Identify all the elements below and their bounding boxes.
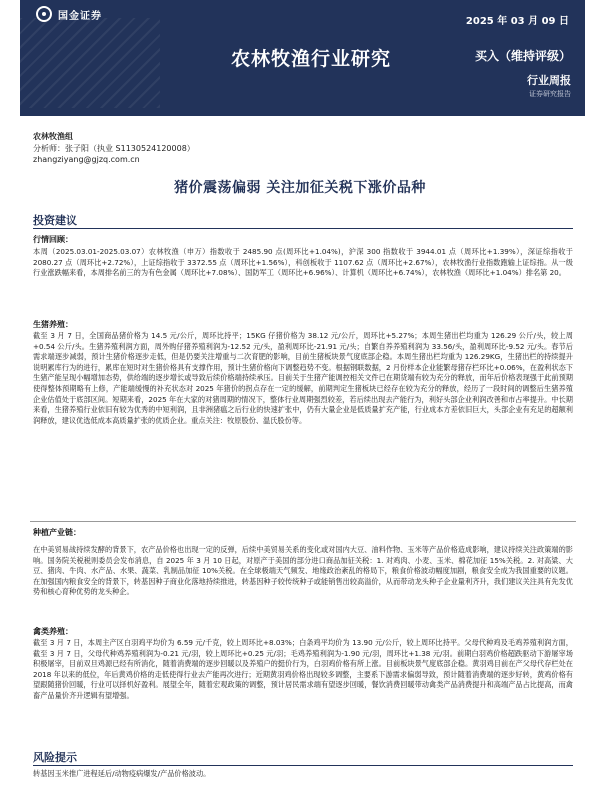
- report-type: 行业周报: [527, 74, 571, 87]
- company-logo: [36, 6, 102, 22]
- section-divider: [33, 765, 573, 766]
- rating-label: 买入（维持评级）: [474, 49, 571, 63]
- paragraph-market-review: 本周（2025.03.01-2025.03.07）农林牧渔（申万）指数收于 2485.90 点(周环比+1.04%)，沪深 300 指数收于 3944.01 点（周环比+1.39%），深证综指收于 2080.27 点（周环比+2.72%），上证综指收于 3372.55 点（周环比+1.56%），科创板收于 1107.62 点（周环比+2.67%），农林牧渔行业指数跑输上证综指。从一级行业涨跌幅来看，本周排名前三的为有色金属（周环比+7.08%）、国防军工（周环比+6.96%）、计算机（周环比+6.74%），农林牧渔（周环比+1.04%）排名第 20。: [33, 247, 573, 278]
- headline: 猪价震荡偏弱 关注加征关税下涨价品种: [174, 180, 426, 196]
- section-title-risk: 风险提示: [33, 751, 77, 764]
- subsection-title-pig: 生猪养殖：: [33, 320, 73, 329]
- paragraph-pig: 截至 3 月 7 日，全国商品猪价格为 14.5 元/公斤，周环比持平；15KG 仔猪价格为 38.12 元/公斤，周环比+5.27%；本周生猪出栏均重为 126.29 公斤/头，较上周+0.54 公斤/头。生猪养殖利润方面，周外购仔猪养殖利润为-12.52 元/头，盈利周环比-21.91 元/头；自繁自养养殖利润为 33.56/头，盈利周环比-9.52 元/头。春节后需求端逐步减弱，预计生猪价格逐步走低，但是仍要关注增重与二次育肥的影响，目前生猪板块景气度底部企稳。本周生猪出栏均重为 126.29KG，生猪出栏的持续提升说明累库行为的进行，累库在短时对生猪价格具有支撑作用，预计生猪价格向下调整趋势不变。根据钢联数据，2 月份样本企业能繁母猪存栏环比+0.06%，在盈利状态下生猪产能呈现小幅增加态势，供给端的逐步增长或导致后续价格端持续承压。目前关于生猪产能调控相关文件已在期货端有较为充分的释放，而年后价格表现强于此前预期使得整体预期略有上修，产能端缓慢的补充状态对 2025 年猪价的拐点存在一定的缓解，前期判定生猪板块已经存在较为充分的释放，经历了一段时间的调整后生猪养殖企业估值处于底部区间。短期来看，2025 年在大家的对猪周期的情况下，整体行业周期强烈较差，若后续出现去产能行为，利好头部企业利润改善和市占率提升。中长期来看，生猪养殖行业依旧有较为优秀的中短利润，且非洲猪瘟之后行业的快速扩张中，仍有大量企业是低质量扩充产能，行业成本方差依旧巨大，头部企业有充足的超额利润释放，建议优选低成本高质量扩张的优质企业。重点关注：牧原股份、温氏股份等。: [33, 331, 573, 425]
- subsection-title-planting: 种植产业链：: [33, 528, 81, 537]
- section-title-investment: 投资建议: [33, 214, 77, 227]
- paragraph-planting: 在中美贸易战持续发酵的背景下，农产品价格也出现一定的反弹，后续中美贸易关系的变化或对国内大豆、油料作物、玉米等产品价格造成影响，建议持续关注政策端的影响。国务院关税税则委员会发布消息，自 2025 年 3 月 10 日起，对原产于美国的部分进口商品加征关税：1. 对鸡肉、小麦、玉米、棉花加征 15%关税。2. 对高粱、大豆、猪肉、牛肉、水产品、水果、蔬菜、乳制品加征 10%关税。在全球极端天气频发、地缘政治紊乱的格局下，粮食价格波动幅度加剧，粮食安全成为我国重要的议题。在加强国内粮食安全的背景下，转基因种子商业化落地持续推进，转基因种子较传统种子或能销售出较高溢价，从而带动龙头种子企业量利齐升，我们建议关注具有先发优势和核心育种优势的龙头种企。: [33, 545, 573, 597]
- divider-line: [30, 521, 576, 522]
- subsection-title-poultry: 禽类养殖：: [33, 627, 73, 636]
- report-title: 农林牧渔行业研究: [231, 48, 392, 70]
- sector-group: 农林牧渔组: [33, 132, 73, 141]
- logo-icon: [36, 6, 52, 22]
- analyst-email[interactable]: zhangziyang@gjzq.com.cn: [33, 155, 140, 164]
- section-divider: [33, 228, 573, 229]
- analyst-name: 分析师：张子阳（执业 S1130524120008）: [33, 144, 195, 153]
- report-date: 2025 年 03 月 09 日: [465, 16, 569, 27]
- banner-decoration: [20, 18, 160, 108]
- subsection-title-market-review: 行情回顾：: [33, 235, 73, 244]
- report-subtype: 证券研究报告: [529, 90, 571, 98]
- header-banner: [20, 0, 585, 116]
- paragraph-poultry: 截至 3 月 7 日，本周主产区白羽鸡平均价为 6.59 元/千克，较上周环比+8.03%；白条鸡平均价为 13.90 元/公斤，较上周环比持平。父母代种鸡及毛鸡养殖利润方面，截至 3 月 7 日，父母代种鸡养殖利润为-0.21 元/羽，较上周环比+0.25 元/羽；毛鸡养殖利润为-1.90 元/羽，周环比+1.38 元/羽。前期白羽鸡价格超跌驱动下游屠宰场积极屠宰，目前双旦鸡源已经有所消化，随着消费端的逐步回暖以及养殖户的挺价行为，白羽鸡价格有所上涨。目前板块景气度底部企稳。黄羽鸡目前在产父母代存栏处在 2018 年以来的低位，年后黄鸡价格的走低使得行业去产能再次进行；近期黄羽鸡价格出现较多调整，主要系下游需求偏弱导致，预计随着消费端的逐步好转，黄鸡价格有望跟随猪价回暖，行业可以择机好盈利。展望全年，随着宏观政策的调整，预计居民需求端有望逐步回暖，餐饮消费回暖带动禽类产品消费提升和高端产品占比提高，而禽畜产品量价齐升逻辑有望增强。: [33, 638, 573, 700]
- logo-text: 国金证券: [58, 10, 102, 22]
- paragraph-risk: 转基因玉米推广进程延后/动物疫病爆发/产品价格波动。: [33, 769, 211, 778]
